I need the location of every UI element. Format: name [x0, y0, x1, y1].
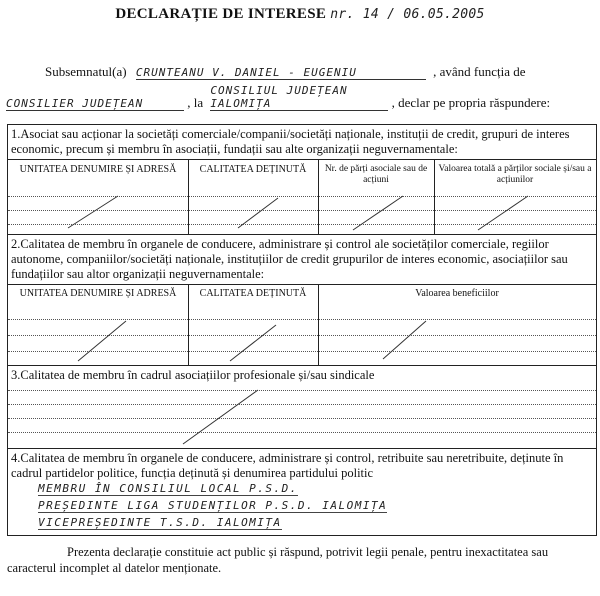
declaration-form [7, 124, 597, 536]
s4-entry-3: VICEPREȘEDINTE T.S.D. IALOMIȚA [38, 516, 282, 529]
s2-col-unitatea: UNITATEA DENUMIRE ȘI ADRESĂ [19, 288, 177, 299]
section-1-table [8, 159, 596, 234]
s1-strikethrough-marks [8, 160, 596, 234]
section-3-text: 3.Calitatea de membru în cadrul asociațiilor profesionale și/sau sindicale [11, 368, 375, 382]
footer-statement: Prezenta declarație constituie act public și răspund, potrivit legii penale, pentru inexactitatea sau caracterul incomplet al datelor menționate. [7, 545, 549, 575]
section-2-table [8, 284, 596, 365]
section-2-text: 2.Calitatea de membru în organele de conducere, administrare și control ale societăților comerciale, regiilor autonome, companiilor/societăți naționale, instituțiilor de credit grupurilor de interes economic, asociațiilor sau fundațiilor sau altor organizații neguvernamentale: [8, 234, 596, 284]
declarant-function: CONSILIER JUDEȚEAN [6, 97, 184, 111]
s4-entry-2: PREȘEDINTE LIGA STUDENȚILOR P.S.D. IALOMIȚA [38, 499, 388, 512]
s3-strikethrough-mark [8, 366, 596, 448]
declarant-institution: CONSILIUL JUDEȚEAN IALOMIȚA [210, 84, 388, 111]
title-text: DECLARAȚIE DE INTERESE [115, 6, 327, 22]
s2-col-calitatea: CALITATEA DEȚINUTĂ [199, 288, 307, 299]
s1-col-calitatea: CALITATEA DEȚINUTĂ [199, 164, 307, 175]
intro-line-1 [45, 64, 597, 80]
s2-col-valoarea: Valoarea beneficiilor [415, 288, 499, 299]
s1-col-unitatea: UNITATEA DENUMIRE ȘI ADRESĂ [19, 164, 177, 175]
label-functia: , având funcția de [433, 64, 526, 79]
s1-col-valoarea: Valoarea totală a părților sociale și/sau a acțiunilor [438, 164, 592, 185]
section-4-text: 4.Calitatea de membru în organele de conducere, administrare și control, retribuite sau neretribuite, deținute în cadrul partidelor politice, funcția deținută și denumirea partidului politic [11, 451, 564, 480]
label-la: , la [187, 95, 204, 110]
intro-line-2 [6, 84, 598, 111]
s4-entry-1: MEMBRU ÎN CONSILIUL LOCAL P.S.D. [38, 482, 298, 495]
declarant-name: CRUNTEANU V. DANIEL - EUGENIU [136, 66, 426, 80]
label-subsemnatul: Subsemnatul(a) [45, 64, 127, 79]
label-declar: , declar pe propria răspundere: [391, 95, 551, 110]
section-1-text: 1.Asociat sau acționar la societăți comerciale/companii/societăți naționale, instituții de credit, grupuri de interes economic, precum și membru în asociații, fundații sau alte organizații neguvernamentale: [11, 127, 570, 156]
s1-col-nr-parti: Nr. de părți asociale sau de acțiuni [324, 164, 428, 185]
section-4 [8, 448, 596, 544]
s2-strikethrough-marks [8, 285, 596, 365]
section-3 [8, 365, 596, 448]
handwritten-date: nr. 14 / 06.05.2005 [330, 7, 485, 22]
document-title [0, 6, 600, 23]
